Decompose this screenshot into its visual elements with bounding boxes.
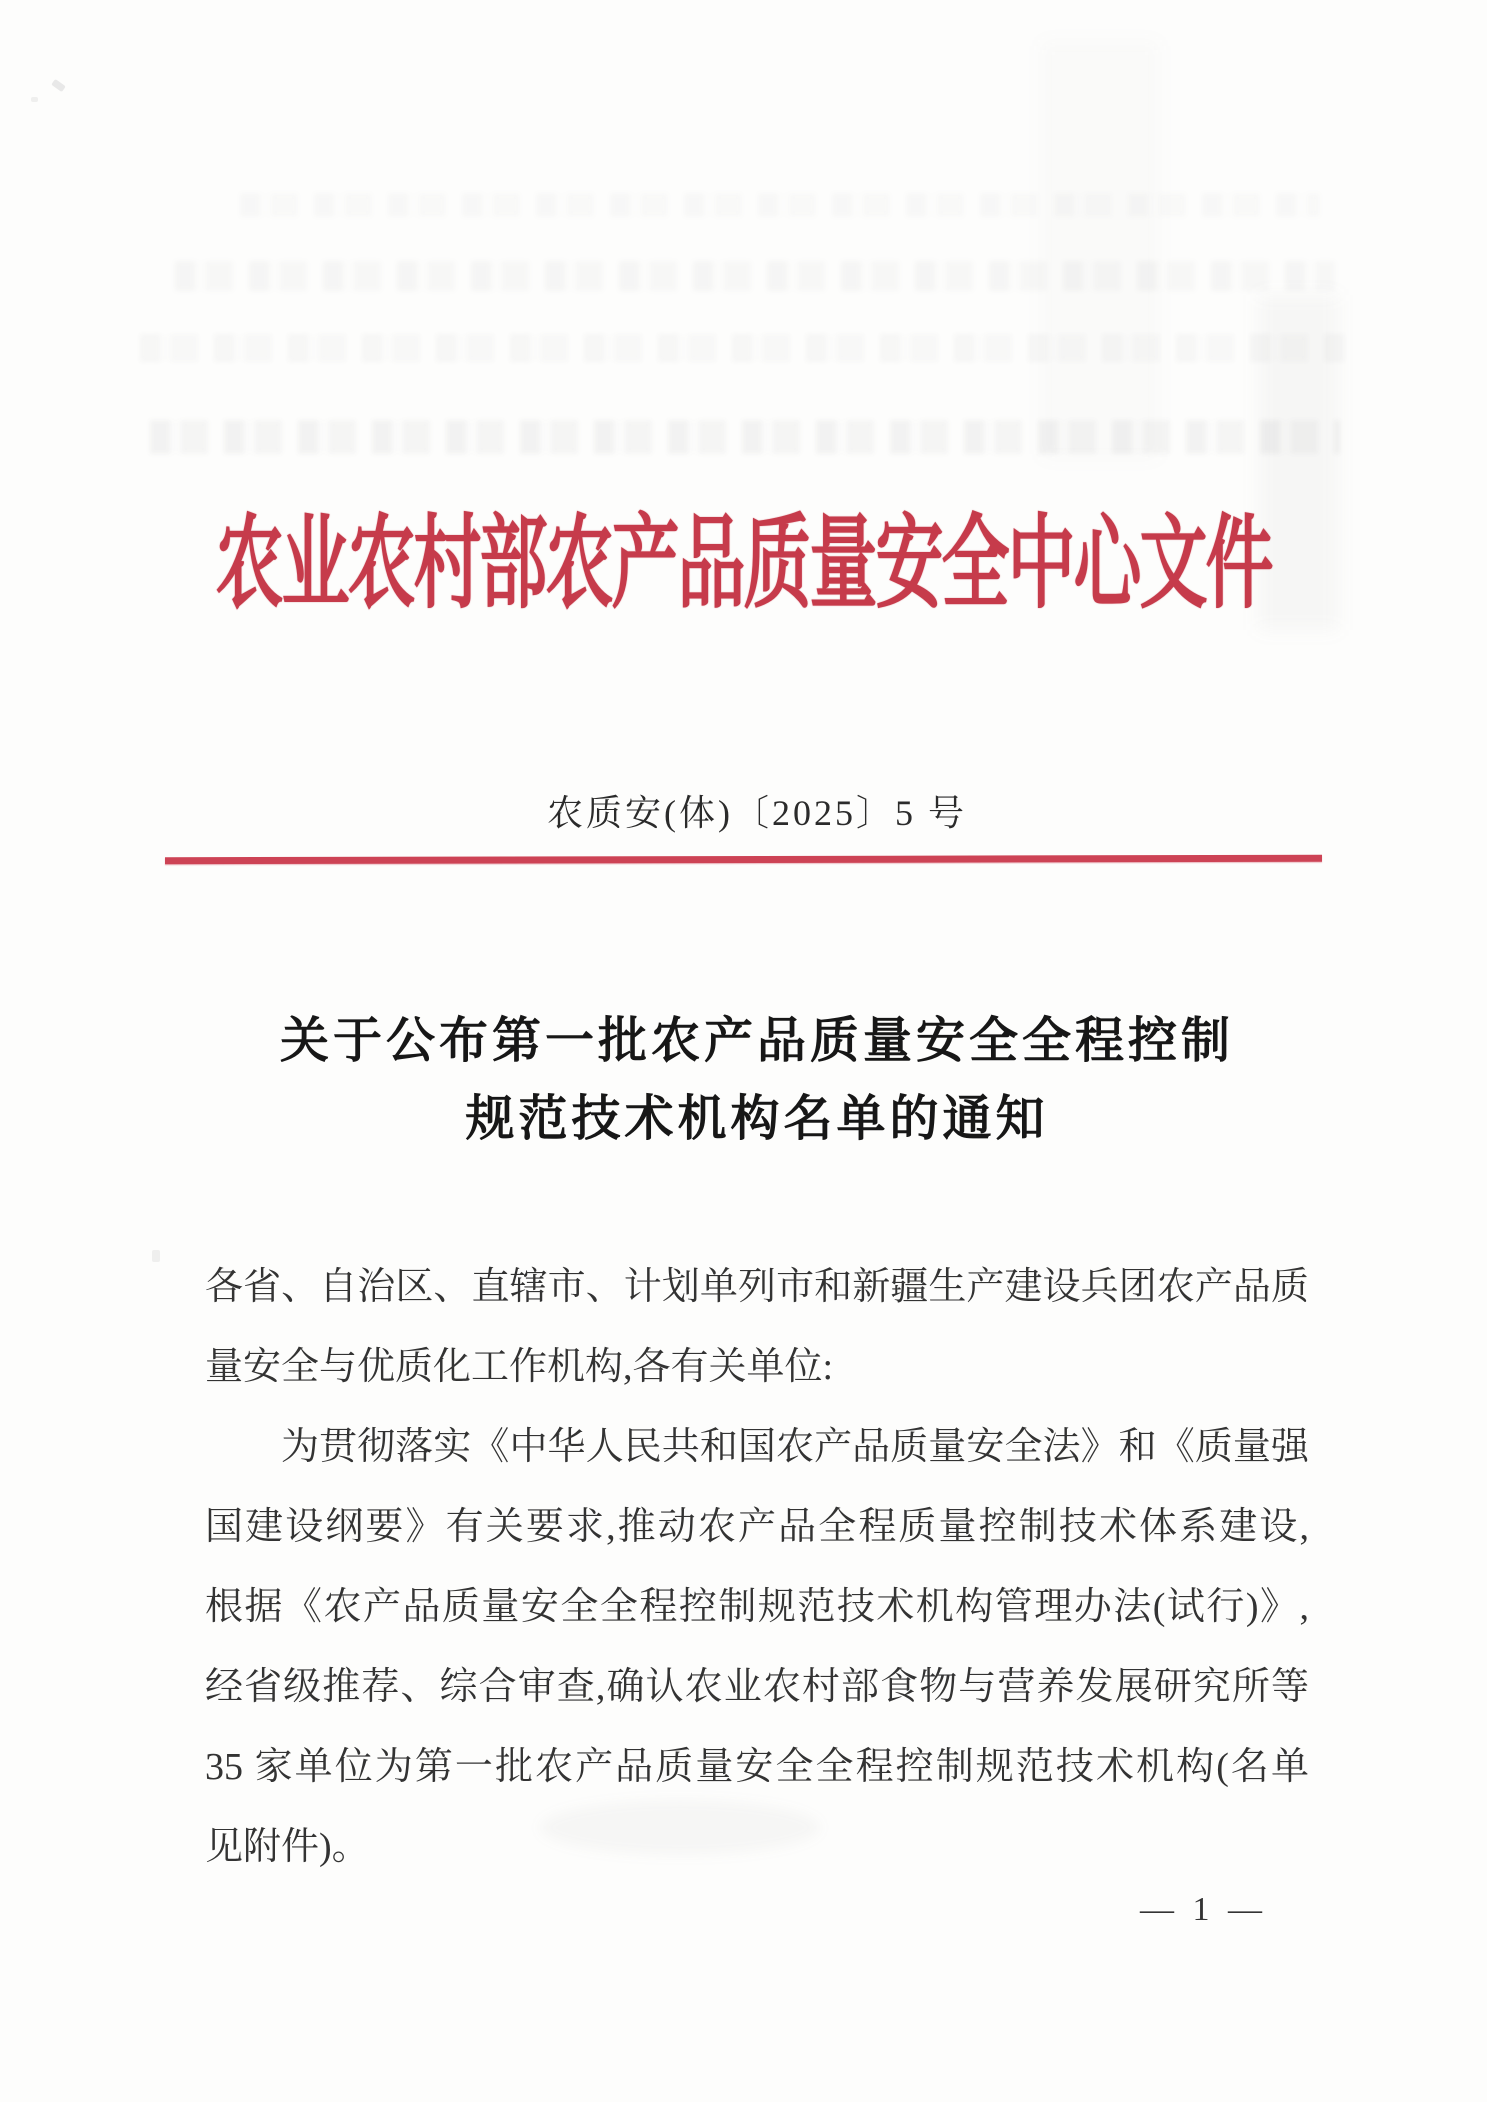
body-line: 量安全与优质化工作机构,各有关单位: <box>205 1346 834 1388</box>
body-line: 经省级推荐、综合审查,确认农业农村部食物与营养发展研究所等 <box>205 1666 1309 1708</box>
body-line: 国建设纲要》有关要求,推动农产品全程质量控制技术体系建设, <box>205 1506 1309 1548</box>
scan-speck <box>152 1250 160 1262</box>
document-title-line2: 规范技术机构名单的通知 <box>465 1091 1049 1146</box>
scan-streak <box>1040 40 1160 460</box>
document-number: 农质安(体)〔2025〕5 号 <box>547 793 967 833</box>
scan-speck <box>51 79 66 92</box>
document-title <box>205 1002 1309 1158</box>
body-line: 见附件)。 <box>205 1826 370 1868</box>
body-line: 各省、自治区、直辖市、计划单列市和新疆生产建设兵团农产品质 <box>205 1266 1309 1308</box>
agency-masthead-text: 农业农村部农产品质量安全中心文件 <box>215 506 1272 621</box>
document-body <box>205 1247 1309 1887</box>
document-title-line1: 关于公布第一批农产品质量安全全程控制 <box>279 1013 1234 1068</box>
bleed-through-row <box>150 420 1340 454</box>
red-divider-line <box>165 855 1322 864</box>
agency-masthead <box>0 504 1487 621</box>
body-line: 根据《农产品质量安全全程控制规范技术机构管理办法(试行)》, <box>205 1586 1309 1628</box>
page-number: — 1 — <box>1140 1891 1267 1928</box>
bleed-through-row <box>140 334 1345 362</box>
body-line: 为贯彻落实《中华人民共和国农产品质量安全法》和《质量强 <box>281 1426 1309 1468</box>
body-line: 35 家单位为第一批农产品质量安全全程控制规范技术机构(名单 <box>205 1746 1309 1788</box>
scan-speck <box>31 97 38 102</box>
bleed-through-row <box>175 261 1335 291</box>
